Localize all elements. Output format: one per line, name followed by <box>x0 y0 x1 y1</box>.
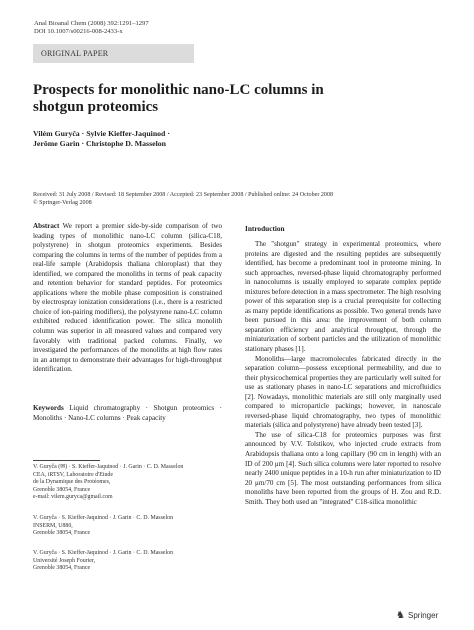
affiliation-line: V. Guryča (✉) · S. Kieffer-Jaquinod · J. Garin · C. D. Masselon <box>33 464 184 470</box>
affiliation-line: Grenoble 38054, France <box>33 486 91 493</box>
affiliation-line: de la Dynamique des Protéomes, <box>33 479 111 486</box>
affiliation-line: V. Guryča · S. Kieffer-Jaquinod · J. Garin · C. D. Masselon <box>33 550 174 556</box>
journal-reference <box>34 20 149 36</box>
affiliation-line: CEA, iRTSV, Laboratoire d'Etude <box>33 471 113 478</box>
journal-citation: Anal Bioanal Chem (2008) 392:1291–1297 <box>34 20 149 27</box>
authors-line-2: Jerôme Garin · Christophe D. Masselon <box>33 138 166 148</box>
history-dates: Received: 31 July 2008 / Revised: 18 September 2008 / Accepted: 23 September 2008 / Published online: 24 October 2008 <box>33 192 334 198</box>
publisher-name: Springer <box>408 611 439 620</box>
keywords-label: Keywords <box>33 404 64 412</box>
publication-dates <box>33 192 443 207</box>
keywords <box>33 404 222 423</box>
paper-title: Prospects for monolithic nano-LC columns in shotgun proteomics <box>33 82 324 115</box>
affiliation-2 <box>33 515 173 538</box>
abstract-text: We report a premier side-by-side comparison of two leading types of monolithic nano-LC column (silica-C18, polystyrene) in shotgun proteomics experiments. Besides comparing the columns in terms of the number of peptides from a real-life sample (Arabidopsis thaliana chloroplast) that they identified, we compared the monoliths in terms of peak capacity and retention behavior for standard peptides. For proteomics applications where the mobile phase composition is constrained by electrospray ionization considerations (i.e., there is a restricted choice of ion-pairing modifiers), the polystyrene nano-LC column exhibited reduced identification power. The silica monolith column was superior in all measured values and compared very favorably with traditional packed columns. Finally, we investigated the performances of the monoliths at high flow rates in an attempt to demonstrate their advantages for high-throughput identification. <box>33 222 222 374</box>
affiliation-1 <box>33 464 183 502</box>
introduction-body <box>245 240 441 507</box>
affiliation-line: INSERM, U880, <box>33 522 73 529</box>
intro-paragraph-3: The use of silica-C18 for proteomics purposes was first announced by V.V. Tolstikov, who injected crude extracts from Arabidopsis thaliana onto a long capillary (90 cm in length) with an ID of 200 μm [4]. Such silica columns were later reported to resolve nearly 2400 unique peptides in a 10-h run after miniaturization to ID 20 μm/70 cm [5]. The most outstanding performances from silica monoliths have been reported from the groups of H. Zou and R.D. Smith. They both used an "integrated" C18-silica monolithic <box>245 430 441 506</box>
intro-paragraph-2: Monoliths—large macromolecules fabricated directly in the separation column—possess exceptional permeability, and due to their physicochemical properties they are particularly well suited for use as stationary phases in nano-LC separations and microfluidics [2]. Nowadays, monolithic materials are still only marginally used compared to microparticle packings; however, in nanoscale reversed-phase liquid chromatography, two types of monolithic materials (silica and polystyrene) have already been tested [3]. <box>245 354 441 430</box>
publisher-logo <box>396 610 448 621</box>
keywords-text: Liquid chromatography · Shotgun proteomics · Monoliths · Nano-LC columns · Peak capacity <box>33 404 222 422</box>
affiliation-3 <box>33 550 173 573</box>
doi: DOI 10.1007/s00216-008-2433-x <box>34 28 123 36</box>
abstract <box>33 222 222 375</box>
affiliation-line: Grenoble 38054, France <box>33 530 91 537</box>
affiliation-line: Université Joseph Fourier, <box>33 557 96 564</box>
footnote-divider <box>33 460 100 461</box>
affiliation-line: V. Guryča · S. Kieffer-Jaquinod · J. Garin · C. D. Masselon <box>33 515 174 521</box>
intro-paragraph-1: The "shotgun" strategy in experimental proteomics, where proteins are digested and the resulting peptides are subsequently identified, has become a predominant tool in proteome mining. In such approaches, reversed-phase liquid chromatography performed in nanocolumns is usually employed to separate complex peptide mixtures before detection in a mass spectrometer. The high resolving power of this separation step is a crucial prerequisite for collecting as many peptide identifications as possible. Two general trends have been pursued in this area: the improvement of both column separation efficiency and analytical throughput, through the miniaturization of sorbent particles and the utilization of monolithic stationary phases [1]. <box>245 240 441 354</box>
authors-line-1: Vilém Guryča · Sylvie Kieffer-Jaquinod · <box>33 129 170 138</box>
author-list <box>33 129 170 148</box>
corresponding-email[interactable]: e-mail: vilem.guryca@gmail.com <box>33 494 113 501</box>
affiliation-line: Grenoble 38054, France <box>33 565 91 572</box>
paper-type-label: ORIGINAL PAPER <box>41 49 109 58</box>
abstract-label: Abstract <box>33 222 60 230</box>
copyright: © Springer-Verlag 2008 <box>33 199 92 206</box>
section-heading-introduction: Introduction <box>245 224 285 233</box>
horse-icon: ♞ <box>396 610 405 621</box>
